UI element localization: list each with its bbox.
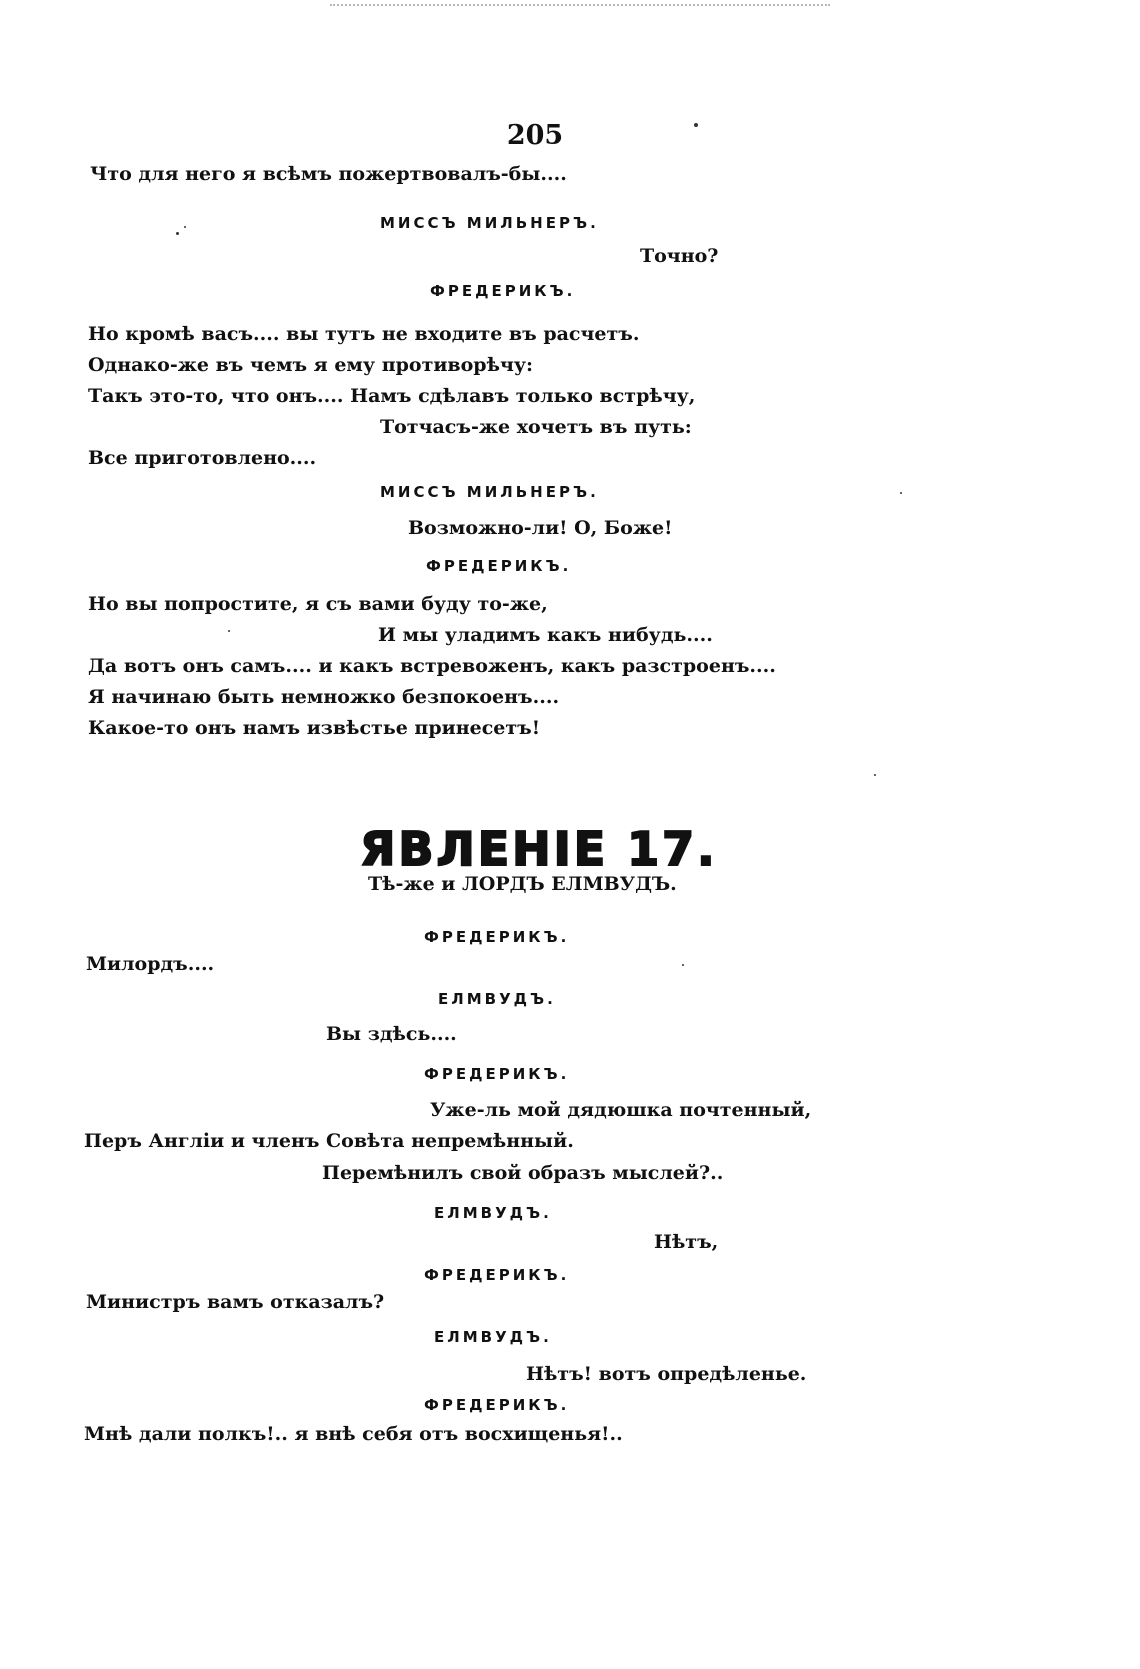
speaker-heading: ЕЛМВУДЪ. [438, 990, 556, 1008]
verse-line: Нѣтъ, [654, 1231, 719, 1253]
verse-line: Министръ вамъ отказалъ? [86, 1291, 385, 1313]
scene-title: ЯВЛЕНІЕ 17. [360, 822, 718, 876]
stage-direction: Тѣ-же и ЛОРДЪ ЕЛМВУДЪ. [368, 873, 677, 895]
verse-line: Я начинаю быть немножко безпокоенъ.... [88, 686, 560, 708]
verse-line: Милордъ.... [86, 953, 215, 975]
verse-line: Мнѣ дали полкъ!.. я внѣ себя отъ восхищенья!.. [84, 1423, 623, 1445]
speaker-heading: ФРЕДЕРИКЪ. [426, 557, 572, 575]
verse-line: Какое-то онъ намъ извѣстье принесетъ! [88, 717, 541, 739]
ink-speck [874, 774, 876, 776]
speaker-heading: ФРЕДЕРИКЪ. [424, 928, 570, 946]
ink-speck [900, 492, 902, 494]
ink-speck [176, 232, 179, 235]
verse-line: Да вотъ онъ самъ.... и какъ встревоженъ, какъ разстроенъ.... [88, 655, 776, 677]
verse-line: Перемѣнилъ свой образъ мыслей?.. [322, 1162, 724, 1184]
ink-speck [228, 630, 230, 632]
verse-line: Точно? [640, 245, 719, 267]
verse-line: Что для него я всѣмъ пожертвовалъ-бы.... [90, 163, 567, 185]
verse-line: Но вы попростите, я съ вами буду то-же, [88, 593, 548, 615]
speaker-heading: МИССЪ МИЛЬНЕРЪ. [380, 214, 599, 232]
verse-line: Все приготовлено.... [88, 447, 317, 469]
ink-speck [682, 964, 684, 966]
ink-speck [184, 226, 186, 228]
verse-line: Уже-ль мой дядюшка почтенный, [430, 1099, 812, 1121]
verse-line: Вы здѣсь.... [326, 1023, 457, 1045]
top-edge-rule [330, 4, 830, 6]
speaker-heading: ЕЛМВУДЪ. [434, 1328, 552, 1346]
speaker-heading: ЕЛМВУДЪ. [434, 1204, 552, 1222]
verse-line: И мы уладимъ какъ нибудь.... [378, 624, 713, 646]
speaker-heading: ФРЕДЕРИКЪ. [424, 1266, 570, 1284]
page-number: 205 [506, 120, 564, 151]
speaker-heading: ФРЕДЕРИКЪ. [424, 1065, 570, 1083]
ink-speck [694, 123, 698, 127]
verse-line: Но кромѣ васъ.... вы тутъ не входите въ расчетъ. [88, 323, 640, 345]
verse-line: Перъ Англіи и членъ Совѣта непремѣнный. [84, 1130, 574, 1152]
speaker-heading: МИССЪ МИЛЬНЕРЪ. [380, 483, 599, 501]
verse-line: Такъ это-то, что онъ.... Намъ сдѣлавъ только встрѣчу, [88, 385, 696, 407]
speaker-heading: ФРЕДЕРИКЪ. [430, 282, 576, 300]
verse-line: Возможно-ли! О, Боже! [408, 517, 673, 539]
verse-line: Тотчасъ-же хочетъ въ путь: [380, 416, 692, 438]
speaker-heading: ФРЕДЕРИКЪ. [424, 1396, 570, 1414]
verse-line: Однако-же въ чемъ я ему противорѣчу: [88, 354, 534, 376]
verse-line: Нѣтъ! вотъ опредѣленье. [526, 1363, 807, 1385]
